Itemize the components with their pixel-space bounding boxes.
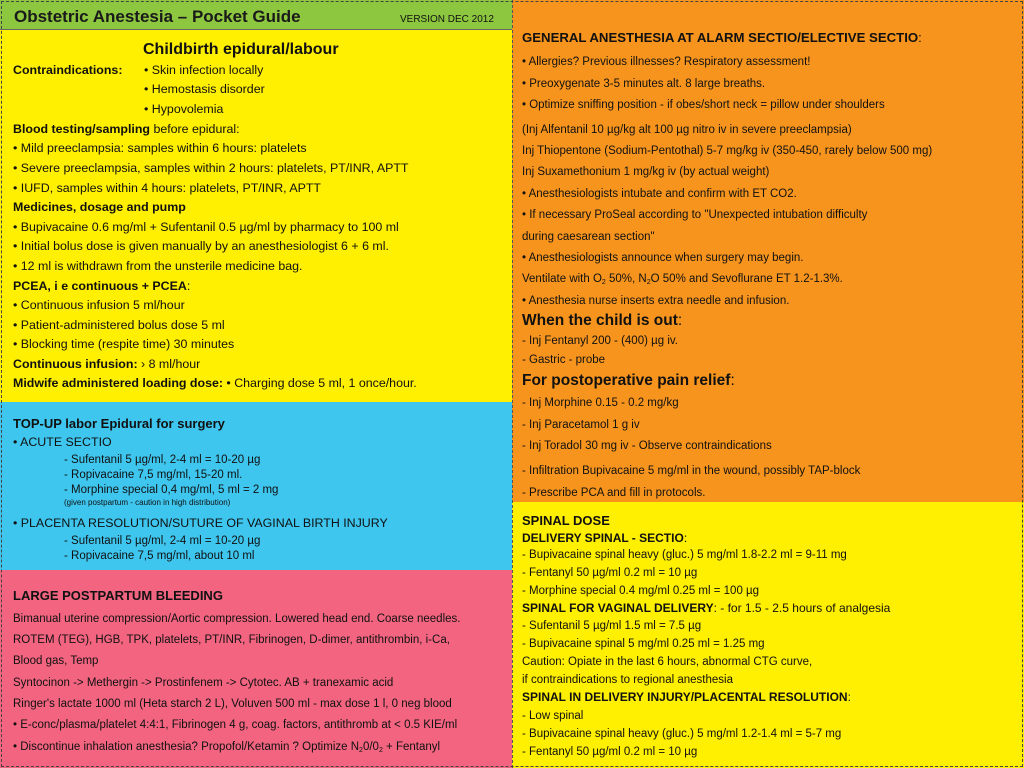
continuous-infusion-value: › 8 ml/hour [137, 357, 201, 371]
postop-item: - Infiltration Bupivacaine 5 mg/ml in the wound, possibly TAP-block [522, 465, 861, 477]
spinal-vaginal-item: - Bupivacaine spinal 5 mg/ml 0.25 ml = 1.25 mg [522, 638, 765, 650]
bleeding-last-line [13, 740, 440, 758]
bleeding-line: Syntocinon -> Methergin -> Prostinfenem -> Cytotec. AB + tranexamic acid [13, 677, 394, 689]
spinal-vaginal-heading [522, 601, 890, 616]
acute-note: (given postpartum - caution in high distribution) [64, 498, 231, 507]
continuous-infusion [13, 357, 200, 372]
spinal-sectio-item: - Bupivacaine spinal heavy (gluc.) 5 mg/ml 1.8-2.2 ml = 9-11 mg [522, 549, 847, 561]
topup-title: TOP-UP labor Epidural for surgery [13, 416, 225, 431]
med-item: • Bupivacaine 0.6 mg/ml + Sufentanil 0.5 µg/ml by pharmacy to 100 ml [13, 220, 399, 234]
child-item: - Inj Fentanyl 200 - (400) µg iv. [522, 335, 678, 347]
postop-item: - Prescribe PCA and fill in protocols. [522, 487, 706, 499]
general-line: Inj Suxamethonium 1 mg/kg iv (by actual weight) [522, 166, 770, 178]
postop-item: - Inj Morphine 0.15 - 0.2 mg/kg [522, 397, 679, 409]
contra-item: • Hemostasis disorder [144, 82, 265, 96]
nurse-line: • Anesthesia nurse inserts extra needle and infusion. [522, 295, 790, 307]
placenta-label: • PLACENTA RESOLUTION/SUTURE OF VAGINAL BIRTH INJURY [13, 516, 388, 530]
epidural-title: Childbirth epidural/labour [143, 41, 339, 58]
spinal-vaginal-label: SPINAL FOR VAGINAL DELIVERY [522, 601, 714, 615]
child-out-title: When the child is out [522, 312, 678, 329]
spinal-sectio-item: - Morphine special 0.4 mg/ml 0.25 ml = 100 µg [522, 585, 760, 597]
spinal-injury-label: SPINAL IN DELIVERY INJURY/PLACENTAL RESOLUTION [522, 690, 848, 704]
postop-colon: : [730, 372, 735, 389]
acute-item: - Sufentanil 5 µg/ml, 2-4 ml = 10-20 µg [64, 454, 261, 466]
blood-testing-heading [13, 122, 240, 137]
spinal-sectio-heading [522, 531, 687, 546]
bleeding-line: ROTEM (TEG), HGB, TPK, platelets, PT/INR, Fibrinogen, D-dimer, antithrombin, i-Ca, [13, 634, 450, 646]
spinal-sectio-item: - Fentanyl 50 µg/ml 0.2 ml = 10 µg [522, 567, 698, 579]
spinal-injury-item: - Fentanyl 50 µg/ml 0.2 ml = 10 µg [522, 746, 698, 758]
subscript: 2 [378, 747, 383, 754]
pcea-item: • Blocking time (respite time) 30 minutes [13, 337, 235, 351]
contraindications-label: Contraindications: [13, 63, 123, 77]
page-title: Obstetric Anestesia – Pocket Guide [14, 7, 301, 26]
spinal-injury-item: - Bupivacaine spinal heavy (gluc.) 5 mg/ml 1.2-1.4 ml = 5-7 mg [522, 728, 842, 740]
blood-item: • IUFD, samples within 4 hours: platelets, PT/INR, APTT [13, 181, 322, 195]
postop-item: - Inj Paracetamol 1 g iv [522, 419, 640, 431]
blood-testing-rest: before epidural: [150, 122, 240, 136]
pcea-item: • Patient-administered bolus dose 5 ml [13, 318, 225, 332]
continuous-infusion-label: Continuous infusion: [13, 357, 138, 371]
general-line: • Allergies? Previous illnesses? Respiratory assessment! [522, 56, 811, 68]
general-line: • Optimize sniffing position - if obes/short neck = pillow under shoulders [522, 99, 885, 111]
blood-testing-label: Blood testing/sampling [13, 122, 150, 136]
postop-heading [522, 371, 735, 390]
general-line: Inj Thiopentone (Sodium-Pentothal) 5-7 mg/kg iv (350-450, rarely below 500 mg) [522, 145, 933, 157]
contra-item: • Skin infection locally [144, 63, 264, 77]
subscript: 2 [646, 279, 651, 286]
med-item: • 12 ml is withdrawn from the unsterile medicine bag. [13, 259, 303, 273]
version-label: VERSION DEC 2012 [400, 14, 494, 25]
bleeding-line: • E-conc/plasma/platelet 4:4:1, Fibrinogen 4 g, coag. factors, antithromb at < 0.5 KIE/ml [13, 719, 458, 731]
vent-b: 50%, N [605, 273, 647, 285]
bleeding-last-c: + Fentanyl [382, 741, 441, 753]
spinal-injury-item: - Low spinal [522, 710, 584, 722]
placenta-item: - Sufentanil 5 µg/ml, 2-4 ml = 10-20 µg [64, 535, 261, 547]
general-line: (Inj Alfentanil 10 µg/kg alt 100 µg nitro iv in severe preeclampsia) [522, 124, 852, 136]
postop-item: - Inj Toradol 30 mg iv - Observe contraindications [522, 440, 772, 452]
child-item: - Gastric - probe [522, 354, 606, 366]
spinal-sectio-label: DELIVERY SPINAL - SECTIO [522, 531, 684, 545]
general-title-colon: : [918, 30, 922, 45]
spinal-sectio-colon: : [683, 531, 688, 545]
ventilation-line [522, 272, 843, 290]
pcea-label: PCEA, i e continuous + PCEA [13, 279, 187, 293]
med-item: • Initial bolus dose is given manually by an anesthesiologist 6 + 6 ml. [13, 239, 389, 253]
vent-c: O 50% and Sevoflurane ET 1.2-1.3%. [650, 273, 843, 285]
general-line: • Preoxygenate 3-5 minutes alt. 8 large breaths. [522, 78, 766, 90]
child-out-heading [522, 311, 682, 330]
spinal-injury-colon: : [847, 690, 851, 704]
blood-item: • Severe preeclampsia, samples within 2 hours: platelets, PT/INR, APTT [13, 161, 409, 175]
blood-item: • Mild preeclampsia: samples within 6 hours: platelets [13, 141, 307, 155]
pcea-colon: : [186, 279, 191, 293]
acute-sectio-label: • ACUTE SECTIO [13, 435, 112, 449]
medicines-label: Medicines, dosage and pump [13, 200, 186, 214]
subscript: 2 [359, 747, 363, 754]
spinal-vaginal-item: if contraindications to regional anesthesia [522, 674, 733, 686]
subscript: 2 [601, 279, 606, 286]
bleeding-line: Ringer's lactate 1000 ml (Heta starch 2 L), Voluven 500 ml - max dose 1 l, 0 neg blood [13, 698, 452, 710]
general-title-text: GENERAL ANESTHESIA AT ALARM SECTIO/ELECTIVE SECTIO [522, 30, 919, 45]
vent-a: Ventilate with O [522, 273, 602, 285]
acute-item: - Morphine special 0,4 mg/ml, 5 ml = 2 mg [64, 484, 279, 496]
general-line: • Anesthesiologists announce when surgery may begin. [522, 252, 804, 264]
general-line: during caesarean section" [522, 231, 655, 243]
spinal-injury-heading [522, 690, 851, 705]
spinal-vaginal-item: - Sufentanil 5 µg/ml 1.5 ml = 7.5 µg [522, 620, 702, 632]
midwife-label: Midwife administered loading dose: [13, 376, 223, 390]
bleeding-title: LARGE POSTPARTUM BLEEDING [13, 588, 223, 603]
spinal-vaginal-rest: : - for 1.5 - 2.5 hours of analgesia [713, 601, 891, 615]
bleeding-last-a: • Discontinue inhalation anesthesia? Propofol/Ketamin ? Optimize N [13, 741, 360, 753]
bleeding-line: Blood gas, Temp [13, 655, 99, 667]
spinal-title: SPINAL DOSE [522, 513, 610, 528]
spinal-vaginal-item: Caution: Opiate in the last 6 hours, abnormal CTG curve, [522, 656, 813, 668]
midwife-loading-dose [13, 376, 417, 391]
bleeding-line: Bimanual uterine compression/Aortic compression. Lowered head end. Coarse needles. [13, 613, 461, 625]
general-line: • Anesthesiologists intubate and confirm with ET CO2. [522, 188, 797, 200]
acute-item: - Ropivacaine 7,5 mg/ml, 15-20 ml. [64, 469, 243, 481]
center-divider [512, 0, 513, 768]
general-title [522, 30, 922, 45]
pcea-heading [13, 279, 190, 294]
placenta-item: - Ropivacaine 7,5 mg/ml, about 10 ml [64, 550, 255, 562]
pcea-item: • Continuous infusion 5 ml/hour [13, 298, 185, 312]
bleeding-last-b: 0/0 [362, 741, 379, 753]
contra-item: • Hypovolemia [144, 102, 224, 116]
postop-title: For postoperative pain relief [522, 372, 731, 389]
midwife-value: • Charging dose 5 ml, 1 once/hour. [222, 376, 417, 390]
general-line: • If necessary ProSeal according to "Unexpected intubation difficulty [522, 209, 868, 221]
child-out-colon: : [677, 312, 683, 329]
